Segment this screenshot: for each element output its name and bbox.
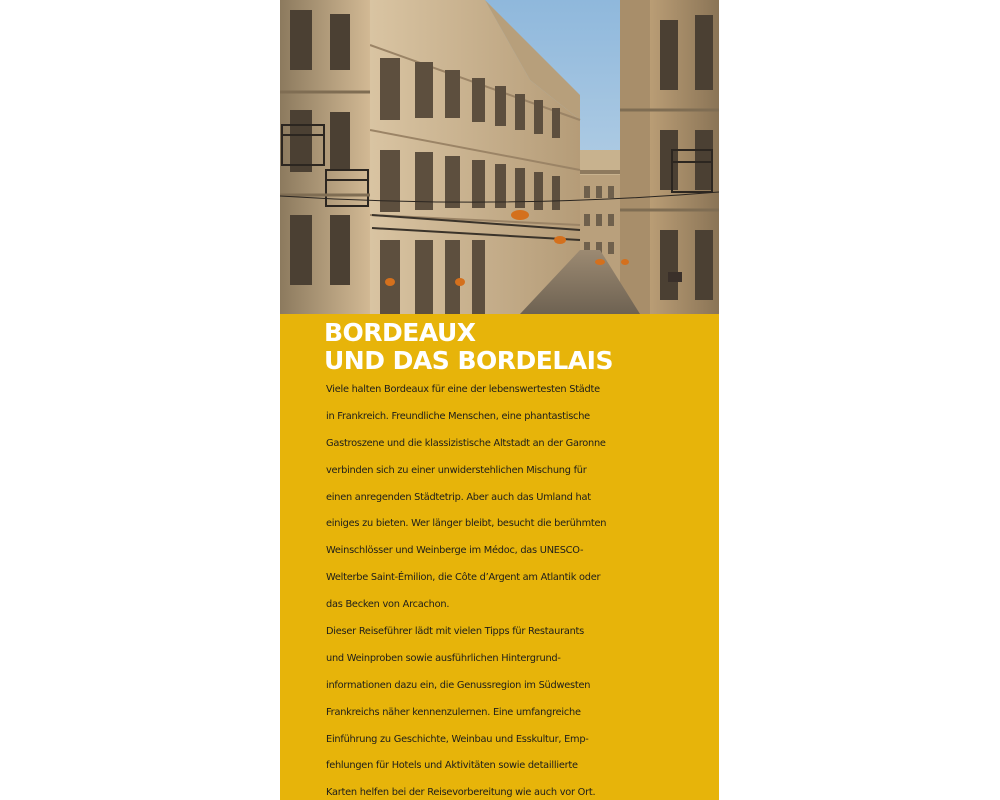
blurb-line: das Becken von Arcachon. — [326, 599, 450, 611]
blurb-line: in Frankreich. Freundliche Menschen, eine phantastische — [326, 410, 590, 422]
blurb-line: fehlungen für Hotels und Aktivitäten sowie detaillierte — [326, 760, 578, 772]
blurb-line: verbinden sich zu einer unwiderstehlichen Mischung für — [326, 464, 587, 476]
title-line-2: UND DAS BORDELAIS — [324, 346, 613, 375]
blurb-line: Welterbe Saint-Émilion, die Côte d’Argent am Atlantik oder — [326, 572, 601, 584]
blurb-text — [326, 377, 718, 800]
blurb-line: Viele halten Bordeaux für eine der lebenswertesten Städte — [326, 384, 600, 395]
blurb-line: Frankreichs näher kennenzulernen. Eine umfangreiche — [326, 706, 581, 718]
text-panel — [280, 314, 719, 800]
cover-photo — [280, 0, 719, 314]
blurb-line: informationen dazu ein, die Genussregion im Südwesten — [326, 679, 591, 691]
blurb-line: Karten helfen bei der Reisevorbereitung wie auch vor Ort. — [326, 787, 596, 799]
blurb-line: Weinschlösser und Weinberge im Médoc, das UNESCO- — [326, 545, 584, 557]
blurb-line: und Weinproben sowie ausführlichen Hintergrund- — [326, 652, 561, 664]
blurb-line: Dieser Reiseführer lädt mit vielen Tipps für Restaurants — [326, 626, 585, 638]
blurb-line: Gastroszene und die klassizistische Altstadt an der Garonne — [326, 437, 606, 449]
back-cover — [280, 0, 719, 800]
blurb-line: einiges zu bieten. Wer länger bleibt, besucht die berühmten — [326, 518, 607, 530]
blurb-line: einen anregenden Städtetrip. Aber auch das Umland hat — [326, 491, 591, 503]
title-line-1: BORDEAUX — [324, 318, 476, 347]
blurb-line: Einführung zu Geschichte, Weinbau und Esskultur, Emp- — [326, 733, 589, 745]
cover-title — [324, 319, 613, 375]
